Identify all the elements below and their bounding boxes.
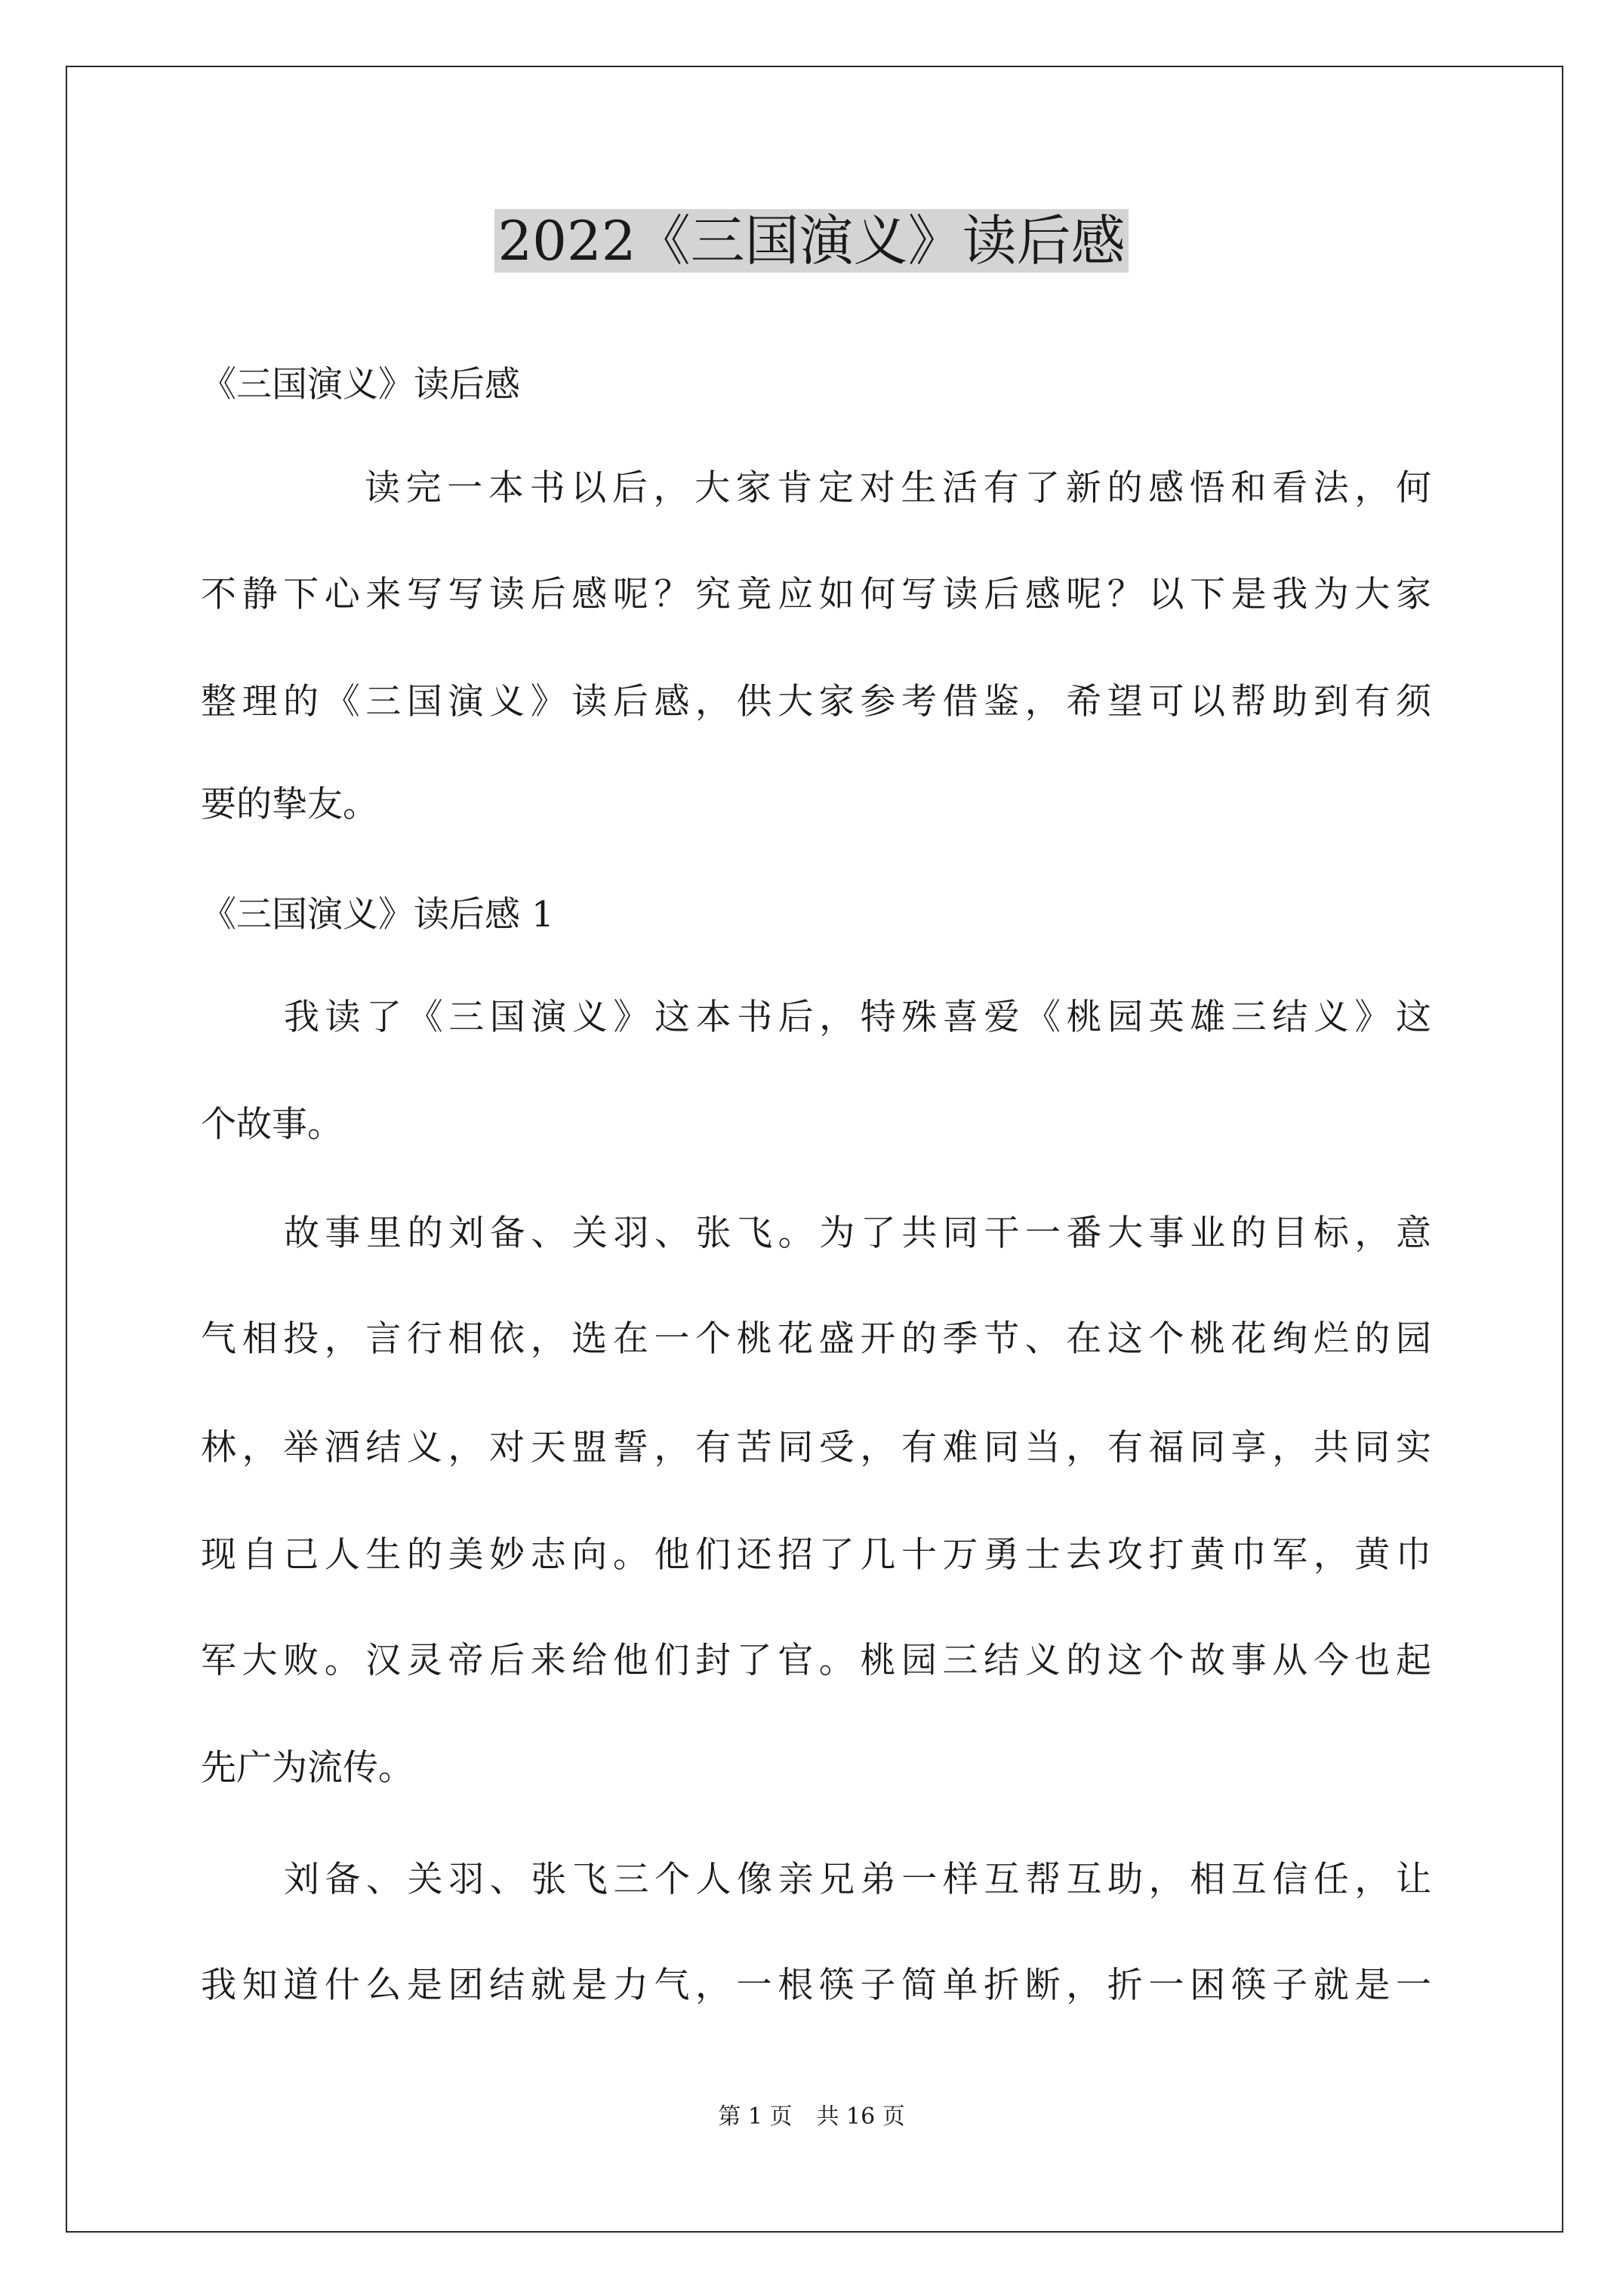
section-heading: 《三国演义》读后感 1 — [201, 894, 554, 935]
paragraph-line: 先广为流传。 — [201, 1747, 414, 1789]
page-footer — [0, 2102, 1623, 2132]
paragraph-line: 气相投，言行相依，选在一个桃花盛开的季节、在这个桃花绚烂的园 — [201, 1318, 1431, 1360]
paragraph-line: 故事里的刘备、关羽、张飞。为了共同干一番大事业的目标，意 — [284, 1213, 1431, 1254]
paragraph-line: 林，举酒结义，对天盟誓，有苦同受，有难同当，有福同享，共同实 — [201, 1427, 1431, 1469]
paragraph-line: 不静下心来写写读后感呢？究竟应如何写读后感呢？以下是我为大家 — [201, 574, 1431, 615]
paragraph-line: 要的挚友。 — [201, 784, 378, 825]
paragraph-line: 我知道什么是团结就是力气，一根筷子简单折断，折一困筷子就是一 — [201, 1965, 1431, 2006]
paragraph-line: 我读了《三国演义》这本书后，特殊喜爱《桃园英雄三结义》这 — [284, 997, 1431, 1038]
document-title-text: 2022《三国演义》读后感 — [494, 209, 1128, 273]
document-title — [0, 199, 1623, 282]
paragraph-line: 军大败。汉灵帝后来给他们封了官。桃园三结义的这个故事从今也起 — [201, 1640, 1431, 1681]
section-heading: 《三国演义》读后感 — [201, 364, 520, 405]
page-total: 共 16 页 — [816, 2103, 905, 2130]
page-number: 第 1 页 — [718, 2103, 793, 2130]
paragraph-line: 读完一本书以后，大家肯定对生活有了新的感悟和看法，何 — [365, 467, 1431, 509]
paragraph-line: 刘备、关羽、张飞三个人像亲兄弟一样互帮互助，相互信任，让 — [284, 1859, 1431, 1900]
paragraph-line: 现自己人生的美妙志向。他们还招了几十万勇士去攻打黄巾军，黄巾 — [201, 1534, 1431, 1576]
paragraph-line: 个故事。 — [201, 1104, 343, 1145]
paragraph-line: 整理的《三国演义》读后感，供大家参考借鉴，希望可以帮助到有须 — [201, 681, 1431, 723]
